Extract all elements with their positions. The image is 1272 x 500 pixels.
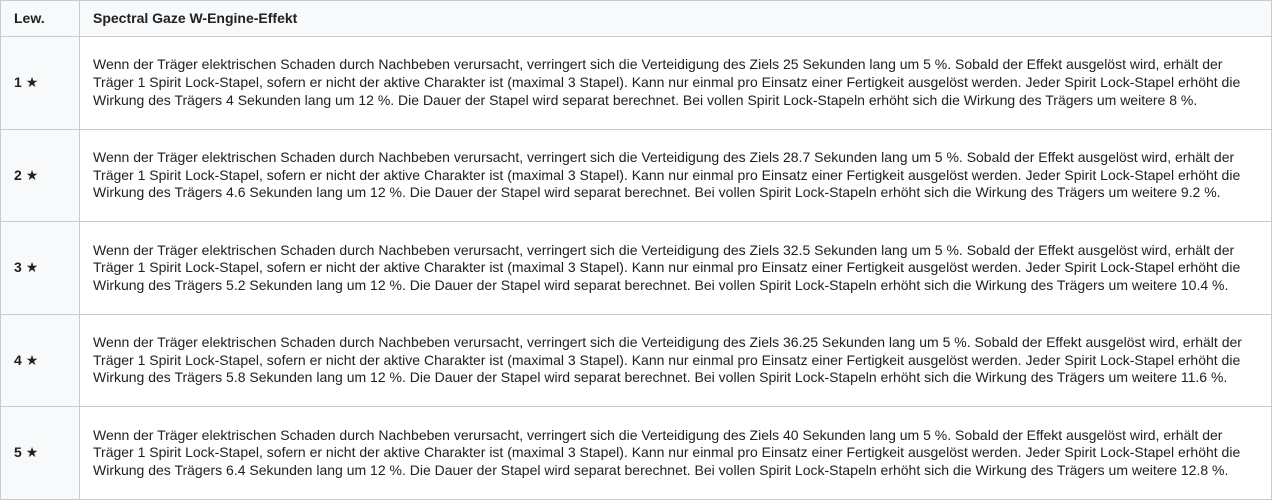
table-row xyxy=(1,37,1272,130)
table-row xyxy=(1,314,1272,407)
star-icon: ★ xyxy=(25,444,39,461)
table-row xyxy=(1,222,1272,315)
level-value: 1 xyxy=(14,73,22,90)
level-value: 4 xyxy=(14,351,22,368)
effect-text: Wenn der Träger elektrischen Schaden durch Nachbeben verursacht, verringert sich die Verteidigung des Ziels 32.5 Sekunden lang um 5 %. Sobald der Effekt ausgelöst wird, erhält der Träger 1 Spirit Lock-Stapel, sofern er nicht der aktive Charakter ist (maximal 3 Stapel). Kann nur einmal pro Einsatz einer Fertigkeit ausgelöst werden. Jeder Spirit Lock-Stapel erhöht die Wirkung des Trägers 5.2 Sekunden lang um 12 %. Die Dauer der Stapel wird separat berechnet. Bei vollen Spirit Lock-Stapeln erhöht sich die Wirkung des Trägers um weitere 10.4 %. xyxy=(80,222,1272,315)
header-cell-level: Lew. xyxy=(1,1,80,37)
table-row xyxy=(1,129,1272,222)
level-cell xyxy=(1,222,80,315)
level-value: 5 xyxy=(14,444,22,461)
effect-text: Wenn der Träger elektrischen Schaden durch Nachbeben verursacht, verringert sich die Verteidigung des Ziels 25 Sekunden lang um 5 %. Sobald der Effekt ausgelöst wird, erhält der Träger 1 Spirit Lock-Stapel, sofern er nicht der aktive Charakter ist (maximal 3 Stapel). Kann nur einmal pro Einsatz einer Fertigkeit ausgelöst werden. Jeder Spirit Lock-Stapel erhöht die Wirkung des Trägers 4 Sekunden lang um 12 %. Die Dauer der Stapel wird separat berechnet. Bei vollen Spirit Lock-Stapeln erhöht sich die Wirkung des Trägers um weitere 8 %. xyxy=(80,37,1272,130)
header-cell-effect: Spectral Gaze W-Engine-Effekt xyxy=(80,1,1272,37)
star-icon: ★ xyxy=(25,259,39,276)
effect-text: Wenn der Träger elektrischen Schaden durch Nachbeben verursacht, verringert sich die Verteidigung des Ziels 28.7 Sekunden lang um 5 %. Sobald der Effekt ausgelöst wird, erhält der Träger 1 Spirit Lock-Stapel, sofern er nicht der aktive Charakter ist (maximal 3 Stapel). Kann nur einmal pro Einsatz einer Fertigkeit ausgelöst werden. Jeder Spirit Lock-Stapel erhöht die Wirkung des Trägers 4.6 Sekunden lang um 12 %. Die Dauer der Stapel wird separat berechnet. Bei vollen Spirit Lock-Stapeln erhöht sich die Wirkung des Trägers um weitere 9.2 %. xyxy=(80,129,1272,222)
level-value: 2 xyxy=(14,166,22,183)
level-cell xyxy=(1,314,80,407)
level-value: 3 xyxy=(14,259,22,276)
level-cell xyxy=(1,37,80,130)
star-icon: ★ xyxy=(25,351,39,368)
effect-text: Wenn der Träger elektrischen Schaden durch Nachbeben verursacht, verringert sich die Verteidigung des Ziels 40 Sekunden lang um 5 %. Sobald der Effekt ausgelöst wird, erhält der Träger 1 Spirit Lock-Stapel, sofern er nicht der aktive Charakter ist (maximal 3 Stapel). Kann nur einmal pro Einsatz einer Fertigkeit ausgelöst werden. Jeder Spirit Lock-Stapel erhöht die Wirkung des Trägers 6.4 Sekunden lang um 12 %. Die Dauer der Stapel wird separat berechnet. Bei vollen Spirit Lock-Stapeln erhöht sich die Wirkung des Trägers um weitere 12.8 %. xyxy=(80,407,1272,500)
star-icon: ★ xyxy=(25,73,39,90)
level-cell xyxy=(1,407,80,500)
header-row xyxy=(1,1,1272,37)
level-cell xyxy=(1,129,80,222)
effect-text: Wenn der Träger elektrischen Schaden durch Nachbeben verursacht, verringert sich die Verteidigung des Ziels 36.25 Sekunden lang um 5 %. Sobald der Effekt ausgelöst wird, erhält der Träger 1 Spirit Lock-Stapel, sofern er nicht der aktive Charakter ist (maximal 3 Stapel). Kann nur einmal pro Einsatz einer Fertigkeit ausgelöst werden. Jeder Spirit Lock-Stapel erhöht die Wirkung des Trägers 5.8 Sekunden lang um 12 %. Die Dauer der Stapel wird separat berechnet. Bei vollen Spirit Lock-Stapeln erhöht sich die Wirkung des Trägers um weitere 11.6 %. xyxy=(80,314,1272,407)
star-icon: ★ xyxy=(25,166,39,183)
table-row xyxy=(1,407,1272,500)
